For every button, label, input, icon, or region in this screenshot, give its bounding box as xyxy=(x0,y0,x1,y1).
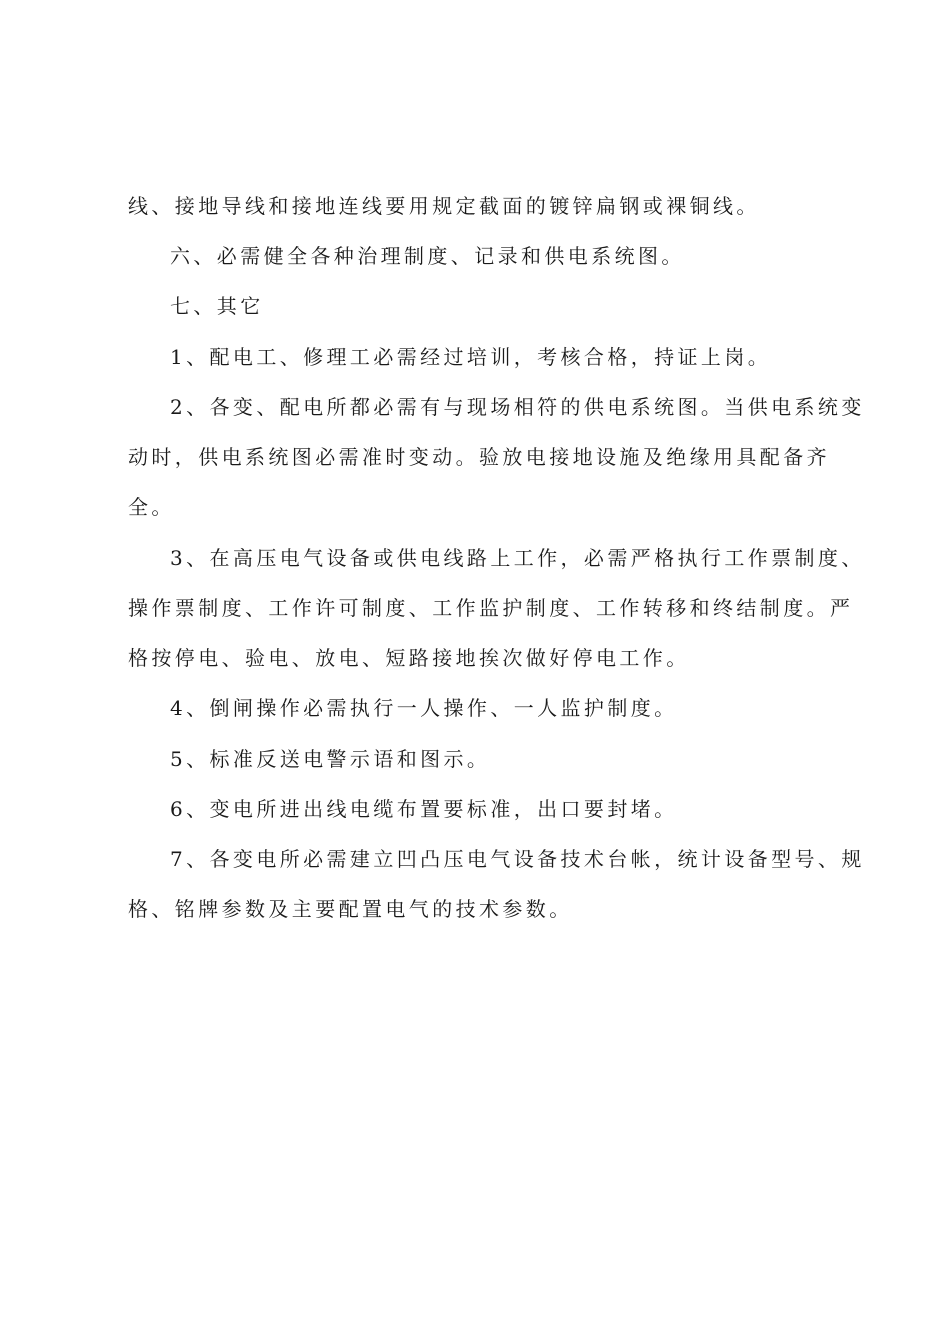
text-line-item-2c: 全。 xyxy=(128,495,175,519)
text-line-item-2b: 动时，供电系统图必需准时变动。验放电接地设施及绝缘用具配备齐 xyxy=(128,445,830,469)
text-line-item-6: 6、变电所进出线电缆布置要标准，出口要封堵。 xyxy=(170,797,678,821)
text-line-item-1: 1、配电工、修理工必需经过培训，考核合格，持证上岗。 xyxy=(170,345,772,369)
text-line-item-7a: 7、各变电所必需建立凹凸压电气设备技术台帐，统计设备型号、规 xyxy=(170,847,865,871)
text-line-item-3a: 3、在高压电气设备或供电线路上工作，必需严格执行工作票制度、 xyxy=(170,546,865,570)
text-line-item-2a: 2、各变、配电所都必需有与现场相符的供电系统图。当供电系统变 xyxy=(170,395,865,419)
text-line-section-six: 六、必需健全各种治理制度、记录和供电系统图。 xyxy=(170,244,685,268)
text-line-item-4: 4、倒闸操作必需执行一人操作、一人监护制度。 xyxy=(170,696,678,720)
text-line-item-5: 5、标准反送电警示语和图示。 xyxy=(170,747,491,771)
text-line-item-3c: 格按停电、验电、放电、短路接地挨次做好停电工作。 xyxy=(128,646,690,670)
text-line-continuation-grounding: 线、接地导线和接地连线要用规定截面的镀锌扁钢或裸铜线。 xyxy=(128,194,760,218)
text-line-section-seven-heading: 七、其它 xyxy=(170,294,264,318)
text-line-item-3b: 操作票制度、工作许可制度、工作监护制度、工作转移和终结制度。严 xyxy=(128,596,854,620)
text-line-item-7b: 格、铭牌参数及主要配置电气的技术参数。 xyxy=(128,897,573,921)
